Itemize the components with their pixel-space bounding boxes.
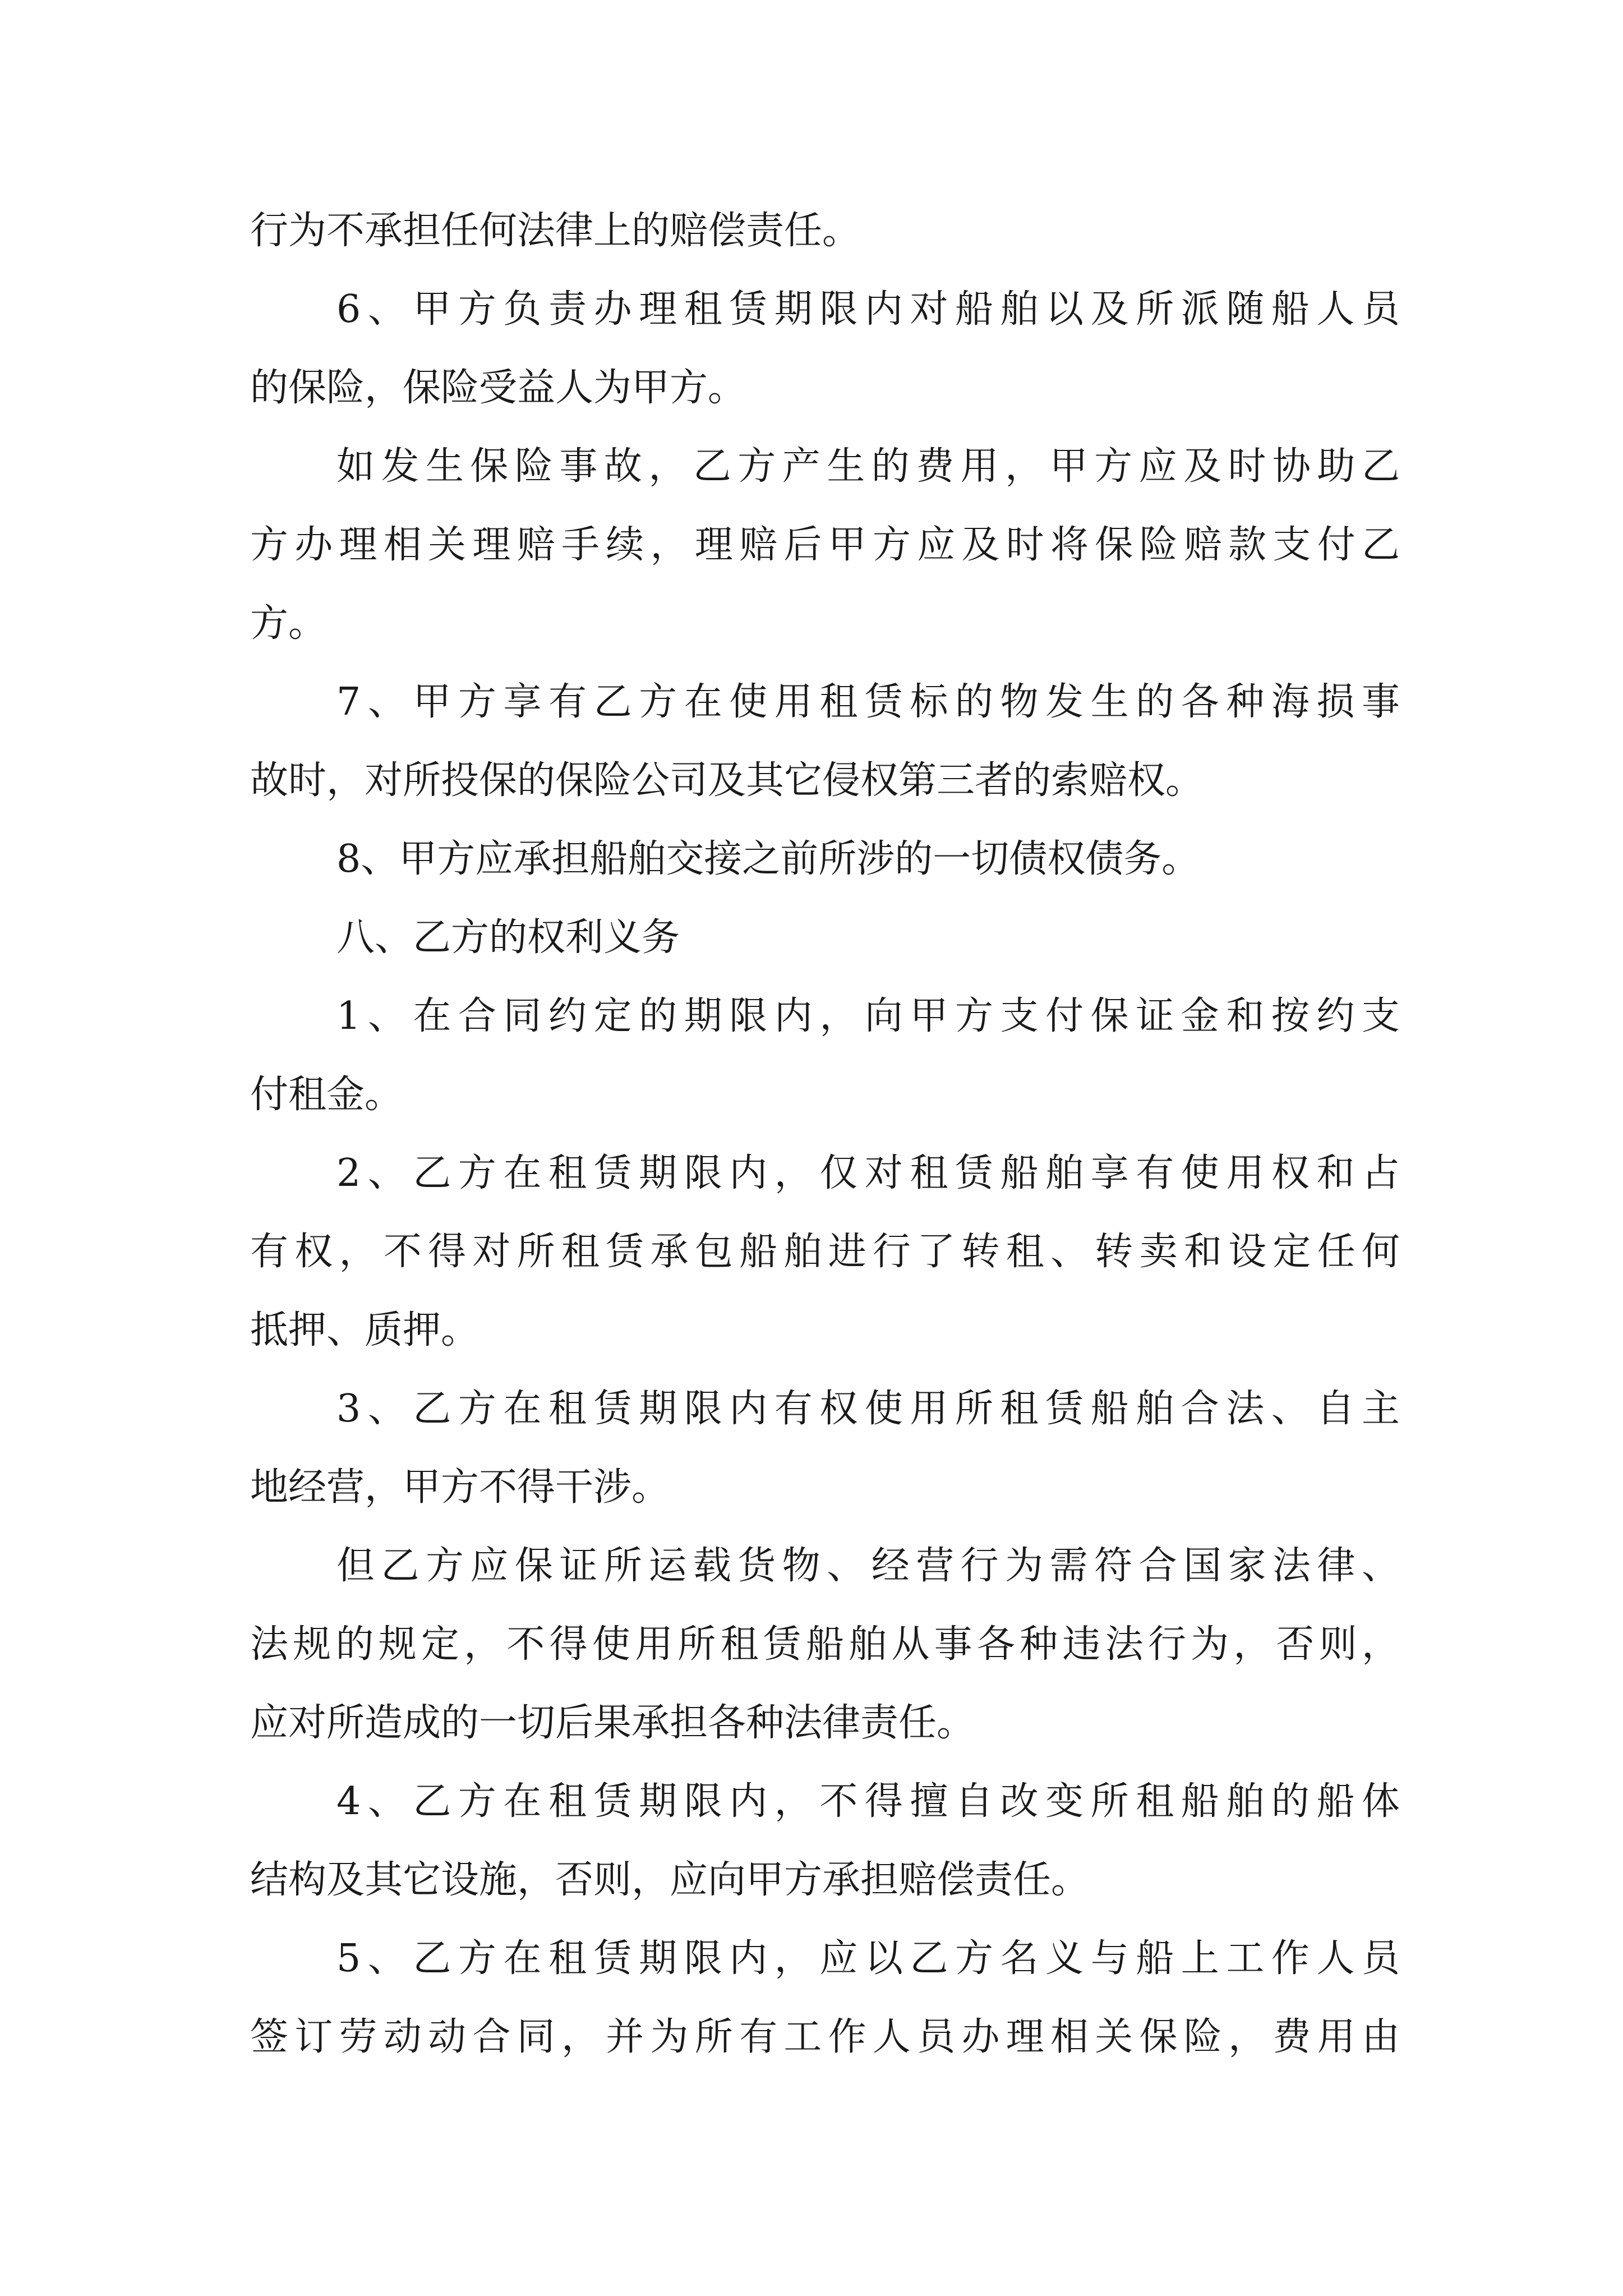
text-line: 故时，对所投保的保险公司及其它侵权第三者的索赔权。 <box>250 758 1204 803</box>
text-line: 地经营，甲方不得干涉。 <box>250 1465 670 1510</box>
text-line: 结构及其它设施，否则，应向甲方承担赔偿责任。 <box>250 1858 1090 1902</box>
text-line: 行为不承担任何法律上的赔偿责任。 <box>250 209 861 253</box>
text-line: 法规的规定，不得使用所租赁船舶从事各种违法行为，否则， <box>250 1622 1400 1667</box>
text-line: 应对所造成的一切后果承担各种法律责任。 <box>250 1701 975 1745</box>
text-line: 5、乙方在租赁期限内，应以乙方名义与船上工作人员 <box>336 1936 1400 1981</box>
section-heading: 八、乙方的权利义务 <box>336 915 680 960</box>
text-line: 方办理相关理赔手续，理赔后甲方应及时将保险赔款支付乙 <box>250 523 1400 567</box>
text-line: 的保险，保险受益人为甲方。 <box>250 366 746 410</box>
text-line: 付租金。 <box>250 1073 403 1117</box>
text-line: 6、甲方负责办理租赁期限内对船舶以及所派随船人员 <box>336 287 1400 332</box>
text-line: 1、在合同约定的期限内，向甲方支付保证金和按约支 <box>336 994 1400 1038</box>
text-line: 如发生保险事故，乙方产生的费用，甲方应及时协助乙 <box>336 444 1400 489</box>
text-line: 抵押、质押。 <box>250 1308 479 1352</box>
text-line: 3、乙方在租赁期限内有权使用所租赁船舶合法、自主 <box>336 1387 1400 1431</box>
text-line: 签订劳动动合同，并为所有工作人员办理相关保险，费用由 <box>250 2015 1400 2059</box>
text-line: 有权，不得对所租赁承包船舶进行了转租、转卖和设定任何 <box>250 1230 1400 1274</box>
text-line: 但乙方应保证所运载货物、经营行为需符合国家法律、 <box>336 1544 1400 1588</box>
text-line: 方。 <box>250 601 327 646</box>
text-line: 2、乙方在租赁期限内，仅对租赁船舶享有使用权和占 <box>336 1151 1400 1195</box>
text-line: 7、甲方享有乙方在使用租赁标的物发生的各种海损事 <box>336 680 1400 724</box>
text-line: 4、乙方在租赁期限内，不得擅自改变所租船舶的船体 <box>336 1779 1400 1824</box>
text-line: 8、甲方应承担船舶交接之前所涉的一切债权债务。 <box>336 837 1200 881</box>
